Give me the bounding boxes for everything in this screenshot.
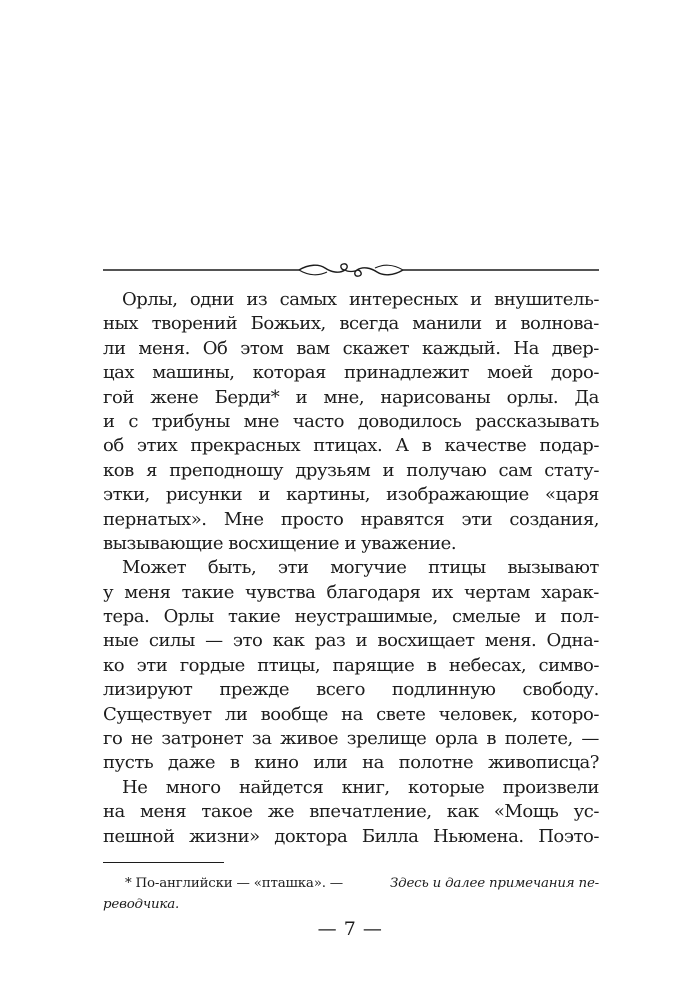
paragraph-2-line [103, 629, 599, 653]
word: птицы [428, 557, 486, 579]
word: произвели [502, 776, 599, 798]
word: самых [279, 289, 337, 310]
word: эти [136, 654, 168, 676]
word: эти [461, 508, 493, 530]
word: такие [228, 606, 281, 628]
word: птицах. [313, 435, 383, 457]
word: меня [124, 581, 171, 603]
word: гордые [179, 654, 245, 676]
word: смелые [451, 606, 521, 628]
word: это [232, 630, 263, 652]
word: и [534, 606, 547, 628]
word: нарисованы [380, 386, 491, 408]
word: подар- [539, 435, 599, 457]
footnote [103, 873, 599, 915]
word: харак- [541, 581, 599, 603]
word: птицы, [257, 654, 321, 676]
footnote-separator [103, 862, 224, 863]
word: быть, [207, 557, 257, 579]
footnote-marker-text: * По-английски — «пташка». — [125, 876, 348, 891]
word: затронет [161, 728, 244, 750]
word: полотне [398, 752, 474, 774]
word: такие [181, 581, 234, 603]
word: меня. [138, 337, 190, 359]
word: А [395, 435, 409, 457]
word: из [246, 289, 268, 310]
word: ли [103, 337, 126, 359]
word: нравятся [360, 508, 445, 530]
word: прекрасных [190, 435, 301, 457]
word: — [581, 728, 599, 750]
word: на [341, 703, 363, 725]
word: жене [150, 386, 199, 408]
word: кино [254, 752, 299, 774]
page-number: — 7 — [317, 918, 383, 940]
paragraph-1-line [103, 434, 599, 458]
word: прежде [219, 679, 290, 701]
word: — [205, 630, 223, 652]
footnote-line-2 [103, 894, 599, 915]
paragraph-3-line [103, 825, 599, 849]
word: или [313, 752, 348, 774]
word: книг, [341, 776, 390, 798]
word: Одна- [546, 630, 599, 652]
word: и [355, 630, 368, 652]
word: и [470, 289, 482, 310]
word: благодаря [326, 581, 421, 603]
word: уважение. [361, 532, 457, 554]
paragraph-2-line [103, 751, 599, 775]
word: мне, [323, 386, 365, 408]
word: ко [103, 654, 125, 676]
word: пол- [560, 606, 599, 628]
word: всегда [339, 313, 399, 335]
word: найдется [238, 776, 324, 798]
word: одни [189, 289, 234, 310]
word: волнова- [520, 313, 599, 335]
flourish-ornament-icon [103, 258, 599, 282]
word: манили [412, 313, 482, 335]
word: которые [408, 776, 485, 798]
word: внушитель- [494, 289, 599, 310]
paragraph-3-line [103, 776, 599, 800]
word: подлинную [391, 679, 496, 701]
chapter-ornament-divider [103, 258, 599, 282]
paragraph-1-line [103, 532, 599, 556]
word: друзьям [295, 459, 371, 481]
word: которая [252, 362, 326, 384]
word: всего [316, 679, 365, 701]
word: картины, [286, 484, 370, 506]
word: тера. [103, 606, 150, 628]
paragraph-2-line [103, 654, 599, 678]
word: Божьих, [250, 313, 326, 335]
word: много [165, 776, 221, 798]
word: часто [292, 410, 344, 432]
word: пернатых». [103, 508, 207, 530]
word: их [431, 581, 453, 603]
word: в [421, 435, 432, 457]
word: стату- [544, 459, 599, 481]
word: На [513, 337, 539, 359]
word: ус- [573, 801, 599, 823]
word: Да [574, 386, 599, 408]
word: чертам [463, 581, 531, 603]
word: вызывающие [103, 532, 229, 554]
word: у [103, 581, 114, 603]
word: даже [167, 752, 216, 774]
paragraph-2-line [103, 678, 599, 702]
word: создания, [509, 508, 599, 530]
word: впечатление, [309, 801, 432, 823]
word: же [267, 801, 295, 823]
paragraph-1-line [103, 483, 599, 507]
word: парящие [332, 654, 415, 676]
word: как [272, 630, 305, 652]
word: получаю [406, 459, 487, 481]
word: просто [280, 508, 344, 530]
word: «Мощь [493, 801, 559, 823]
word: свободу. [522, 679, 599, 701]
paragraph-2-line [103, 605, 599, 629]
word: гой [103, 386, 134, 408]
word: полете, [504, 728, 573, 750]
paragraph-1-line [103, 410, 599, 434]
word: симво- [538, 654, 599, 676]
word: и [495, 313, 507, 335]
word: за [251, 728, 272, 750]
word: ных [103, 313, 139, 335]
paragraph-2-line [103, 727, 599, 751]
paragraph-1-line [103, 459, 599, 483]
word: каждый. [421, 337, 501, 359]
main-text [103, 288, 599, 849]
footnote-note-text: Здесь и далее примечания пе- [390, 876, 599, 891]
word: живописца? [487, 752, 599, 774]
word: Билла [361, 825, 419, 847]
word: зрелище [346, 728, 427, 750]
word: с [128, 410, 138, 432]
word: моей [487, 362, 533, 384]
word: об [103, 435, 124, 457]
word: ли [224, 703, 248, 725]
word: и [382, 459, 395, 481]
word: Поэто- [538, 825, 599, 847]
word: Не [122, 776, 148, 798]
word: в [229, 752, 240, 774]
word: вообще [260, 703, 328, 725]
word: Мне [223, 508, 264, 530]
word: ные [103, 630, 139, 652]
word: вам [296, 337, 330, 359]
word: рисунки [165, 484, 243, 506]
paragraph-1-line [103, 386, 599, 410]
word: человек, [438, 703, 518, 725]
word: орлы. [506, 386, 559, 408]
word: меня. [484, 630, 537, 652]
word: двер- [551, 337, 599, 359]
word: доктора [274, 825, 348, 847]
word: пусть [103, 752, 154, 774]
word: принадлежит [344, 362, 470, 384]
word: рассказывать [475, 410, 599, 432]
paragraph-1-line [103, 361, 599, 385]
word: Существует [103, 703, 212, 725]
word: вызывают [507, 557, 599, 579]
word: лизируют [103, 679, 193, 701]
word: и [344, 532, 362, 554]
paragraph-1-line [103, 312, 599, 336]
word: такое [201, 801, 253, 823]
word: доводилось [357, 410, 462, 432]
word: на [362, 752, 384, 774]
word: небесах, [448, 654, 527, 676]
paragraph-1-line [103, 288, 599, 312]
word: Орлы, [122, 289, 178, 310]
word: свете [376, 703, 426, 725]
word: го [103, 728, 123, 750]
word: восхищает [377, 630, 475, 652]
word: как [446, 801, 479, 823]
paragraph-2-line [103, 581, 599, 605]
word: живое [280, 728, 339, 750]
paragraph-2-line [103, 703, 599, 727]
word: в [486, 728, 497, 750]
word: этки, [103, 484, 150, 506]
word: раз [314, 630, 346, 652]
word: на [103, 801, 125, 823]
word: доро- [550, 362, 599, 384]
word: ков [103, 459, 134, 481]
word: и [258, 484, 270, 506]
word: не [131, 728, 153, 750]
paragraph-2-line [103, 556, 599, 580]
word: в [426, 654, 437, 676]
word: орла [435, 728, 478, 750]
word: «царя [545, 484, 599, 506]
word: изображающие [386, 484, 529, 506]
word: эти [277, 557, 309, 579]
word: интересных [348, 289, 458, 310]
paragraph-1-line [103, 508, 599, 532]
word: меня [140, 801, 187, 823]
word: восхищение [228, 532, 345, 554]
word: я [146, 459, 158, 481]
footnote-note-text-end: реводчика. [103, 897, 180, 912]
word: Орлы [163, 606, 214, 628]
word: преподношу [169, 459, 283, 481]
word: чувства [245, 581, 316, 603]
word: трибуны [151, 410, 230, 432]
word: этих [136, 435, 178, 457]
word: скажет [342, 337, 410, 359]
word: этом [240, 337, 284, 359]
word: мне [243, 410, 279, 432]
word: цах [103, 362, 135, 384]
word: пешной [103, 825, 175, 847]
word: неустрашимые, [294, 606, 438, 628]
word: сам [498, 459, 533, 481]
word: Берди* [214, 386, 280, 408]
footnote-line-1 [103, 873, 599, 894]
word: которо- [530, 703, 599, 725]
word: могучие [330, 557, 407, 579]
word: и [103, 410, 115, 432]
word: жизни» [189, 825, 260, 847]
word: Может [122, 557, 187, 579]
word: Ньюмена. [432, 825, 524, 847]
paragraph-1-line [103, 337, 599, 361]
word: силы [148, 630, 195, 652]
paragraph-3-line [103, 800, 599, 824]
word: творений [151, 313, 238, 335]
word: Об [202, 337, 228, 359]
word: и [295, 386, 308, 408]
word: качестве [444, 435, 527, 457]
word: машины, [152, 362, 235, 384]
